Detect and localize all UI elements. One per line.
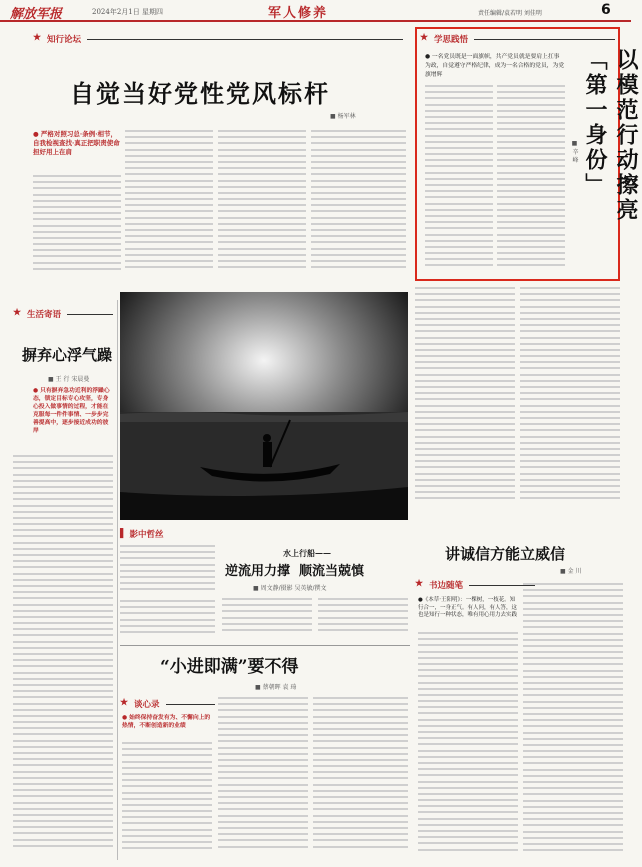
body-yingzhong-col4 (318, 598, 408, 640)
film-icon: ▌ (120, 529, 127, 539)
body-xuesi-col2 (497, 85, 565, 275)
issue-date: 2024年2月1日 星期四 (92, 8, 163, 16)
body-zhixing-col2 (125, 130, 213, 275)
article-title-chengxin: 讲诚信方能立威信 (445, 545, 566, 563)
column-label: 书边随笔 (429, 581, 464, 591)
body-yingzhong-col2 (120, 600, 215, 640)
body-tanxin-col2 (218, 697, 308, 857)
star-icon (120, 699, 130, 709)
column-head-shujuan (415, 578, 535, 592)
summary-shujuan: ●《本草·王阳明》：一棵树，一枝花。知行合一，一身正气。有人问，有人答，这也是知行一种状态，唯有用心用力去实践 (418, 597, 518, 618)
body-tanxin-col3 (313, 697, 408, 857)
star-icon (415, 580, 425, 590)
star-icon (33, 34, 43, 44)
body-xuesi-col1 (425, 85, 493, 275)
column-label: 生活寄语 (27, 310, 62, 320)
byline-yingzhong: ■ 周文静/摄影 吴英敏/撰文 (253, 585, 327, 592)
column-head-yingzhong (120, 527, 190, 541)
byline-zhixing: ■ 杨军林 (330, 113, 356, 120)
article-kicker-yingzhong: 水上行船—— (283, 548, 331, 558)
masthead: 解放军报 (10, 7, 63, 22)
column-head-shenghuo (13, 307, 113, 321)
body-yingzhong-col1 (120, 545, 215, 595)
article-title-tanxin: “小进即满”要不得 (160, 657, 299, 677)
section-title: 军人修养 (268, 6, 329, 21)
column-head-zhixing (33, 32, 403, 46)
column-head-tanxin (120, 697, 215, 711)
summary-tanxin: ● 始终保持奋发有为、不懈向上的热情，不断创造新的业绩 (122, 715, 211, 729)
page-number: 6 (601, 2, 611, 18)
byline-chengxin: ■ 金 川 (560, 568, 582, 575)
column-head-xuesi (420, 32, 615, 46)
column-divider (117, 300, 118, 860)
article-title-yingzhong: 逆流用力撑 顺流当兢慎 (225, 564, 365, 579)
article-title-zhixing: 自觉当好党性党风标杆 (70, 79, 330, 108)
column-label: 谈心录 (134, 700, 160, 710)
body-yingzhong-col3 (222, 598, 312, 640)
article-title-xuesi: 以模范行动擦亮「第一身份」 (582, 48, 639, 223)
body-shujuan-col1 (418, 632, 518, 857)
column-label: 知行论坛 (47, 35, 82, 45)
summary-xuesi: ● 一名党员既是一面旗帜，共产党员就是要肩上扛事为政，自觉遵守严格纪律，成为一名合格的党员，为党旗增辉 (425, 54, 565, 78)
photo-boat-sunset (120, 292, 408, 520)
body-xuesi-col4 (520, 287, 620, 509)
body-zhixing-col1 (33, 175, 121, 275)
byline-xuesi: ■ 辛 峰 (571, 140, 578, 163)
body-zhixing-col4 (311, 130, 406, 275)
article-title-shenghuo: 摒弃心浮气躁 (22, 346, 113, 364)
column-label: 学思践悟 (434, 35, 469, 45)
byline-shenghuo: ■ 王 行 宋晨曼 (48, 376, 90, 383)
body-shenghuo (13, 455, 113, 855)
star-icon (420, 34, 430, 44)
column-label: 影中哲丝 (129, 530, 164, 540)
byline-tanxin: ■ 蔡朝晖 袁 琦 (255, 684, 297, 691)
body-zhixing-col3 (218, 130, 306, 275)
summary-shenghuo: ● 只有摒弃急功近利的浮躁心态，锁定目标专心攻坚，专身心投入做事情的过程，才能在克服每一件件事情、一步步完善提高中，逐步接近成功的彼岸 (33, 388, 110, 434)
editors: 责任编辑/袁若明 刘佳明 (478, 10, 542, 17)
star-icon (13, 309, 23, 319)
body-xuesi-col3 (415, 287, 515, 509)
body-tanxin-col1 (122, 742, 212, 857)
summary-zhixing: ● 严格对照习总·条例·相节，自我检视查找·真正把职责使命担好用上在肩 (33, 130, 120, 156)
section-divider (120, 645, 410, 646)
body-shujuan-col2 (523, 583, 623, 857)
